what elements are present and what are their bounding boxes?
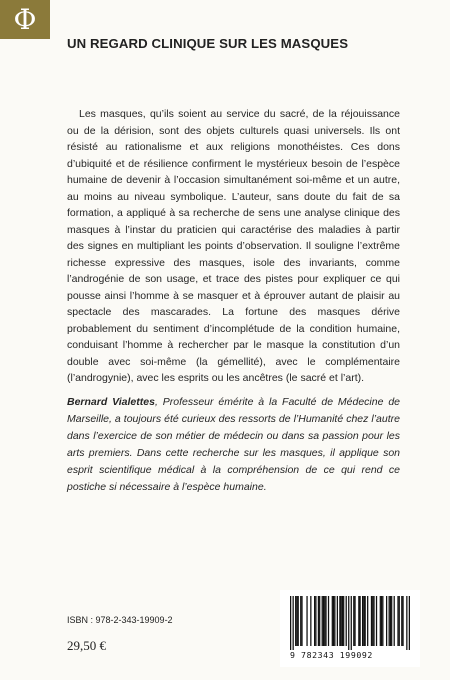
series-title: UN REGARD CLINIQUE SUR LES MASQUES (67, 36, 349, 51)
barcode-bar (295, 596, 296, 646)
barcode-bar (391, 596, 392, 646)
barcode-bar (319, 596, 320, 646)
barcode-bar (402, 596, 403, 646)
barcode-bar (376, 596, 377, 646)
barcode-bar (339, 596, 340, 646)
author-bio (67, 394, 400, 496)
isbn: ISBN : 978-2-343-19909-2 (67, 615, 173, 625)
barcode-bar (315, 596, 316, 646)
barcode-bar (406, 596, 407, 650)
barcode-bar (367, 596, 368, 646)
barcode-bar (314, 596, 315, 646)
barcode-bar (372, 596, 373, 646)
publisher-logo (0, 0, 50, 39)
barcode-bar (380, 596, 381, 646)
barcode-bar (399, 596, 400, 646)
barcode-bar (342, 596, 343, 646)
barcode-bar (348, 596, 349, 650)
barcode-bar (353, 596, 354, 646)
barcode-bar (290, 596, 291, 650)
barcode-bar (328, 596, 329, 646)
barcode-bar (346, 596, 347, 646)
barcode-bar (359, 596, 360, 646)
barcode-bar (293, 596, 294, 650)
barcode-bar (390, 596, 391, 646)
barcode-bar (351, 596, 352, 650)
author-bio-text: , Professeur émérite à la Faculté de Médecine de Marseille, a toujours été curieux des ressorts de l’Humanité chez l’autre dans l’exercice de son métier de médecin ou dans sa passion pour les arts premiers. Dans cette recherche sur les masques, il applique son esprit scientifique médical à la compréhension de ce qui rend ce postiche si nécessaire à l’espèce humaine. (67, 396, 401, 493)
author-name: Bernard Vialettes (67, 396, 155, 408)
barcode (280, 590, 420, 667)
barcode-bar (341, 596, 342, 646)
barcode-bar (318, 596, 319, 646)
barcode-bar (365, 596, 366, 646)
price: 29,50 € (67, 638, 106, 653)
barcode-bar (343, 596, 344, 646)
barcode-bar (409, 596, 410, 650)
barcode-bar (394, 596, 395, 646)
barcode-bar (354, 596, 355, 646)
barcode-bar (298, 596, 299, 646)
barcode-bar (296, 596, 297, 646)
barcode-bar (358, 596, 359, 646)
barcode-bar (363, 596, 364, 646)
barcode-bar (322, 596, 323, 646)
barcode-bar (373, 596, 374, 646)
barcode-bar (323, 596, 324, 646)
barcode-bar (382, 596, 383, 646)
barcode-digits: 9 782343 199092 (290, 650, 373, 660)
barcode-bar (332, 596, 333, 646)
barcode-bar (325, 596, 326, 646)
barcode-bar (306, 596, 307, 646)
barcode-bar (362, 596, 363, 646)
barcode-bar (397, 596, 398, 646)
barcode-bar (337, 596, 338, 646)
barcode-bar (301, 596, 302, 646)
phi-icon: Φ (13, 2, 37, 36)
barcode-bar (381, 596, 382, 646)
barcode-bars (290, 596, 410, 650)
barcode-bar (333, 596, 334, 646)
barcode-bar (300, 596, 301, 646)
barcode-bar (389, 596, 390, 646)
barcode-bar (324, 596, 325, 646)
barcode-bar (310, 596, 311, 646)
back-cover-blurb: Les masques, qu’ils soient au service du sacré, de la réjouissance ou de la dérision, sont des objets culturels quasi universels. Ils ont résisté au rationalisme et aux religions monothéistes. Ces dons d’ubiquité et de résilience confirment le mystérieux besoin de l’espèce humaine de devenir à l’occasion simultanément soi-même et un autre, au moins au niveau symbolique. L’auteur, sans doute du fait de sa formation, a appliqué à sa recherche de sens une analyse clinique des masques à l’instar du praticien qui caractérise des maladies à partir des signes en multipliant les points d’observation. Il souligne l’extrême richesse expressive des masques, isole des invariants, comme l’androgénie de son usage, et trace des pistes pour expliquer ce qui pousse ainsi l’homme à se masquer et à éprouver autant de plaisir au spectacle des mascarades. La fortune des masques dérive probablement du sentiment d’incomplétude de la condition humaine, conduisant l’homme à rechercher par le masque la constitution d’un double avec soi-même (la gémellité), avec le complémentaire (l’androgynie), avec les esprits ou les ancêtres (le sacré et l’art). (67, 108, 400, 384)
barcode-bar (334, 596, 335, 646)
barcode-bar (401, 596, 402, 646)
barcode-bar (386, 596, 387, 646)
barcode-bar (371, 596, 372, 646)
